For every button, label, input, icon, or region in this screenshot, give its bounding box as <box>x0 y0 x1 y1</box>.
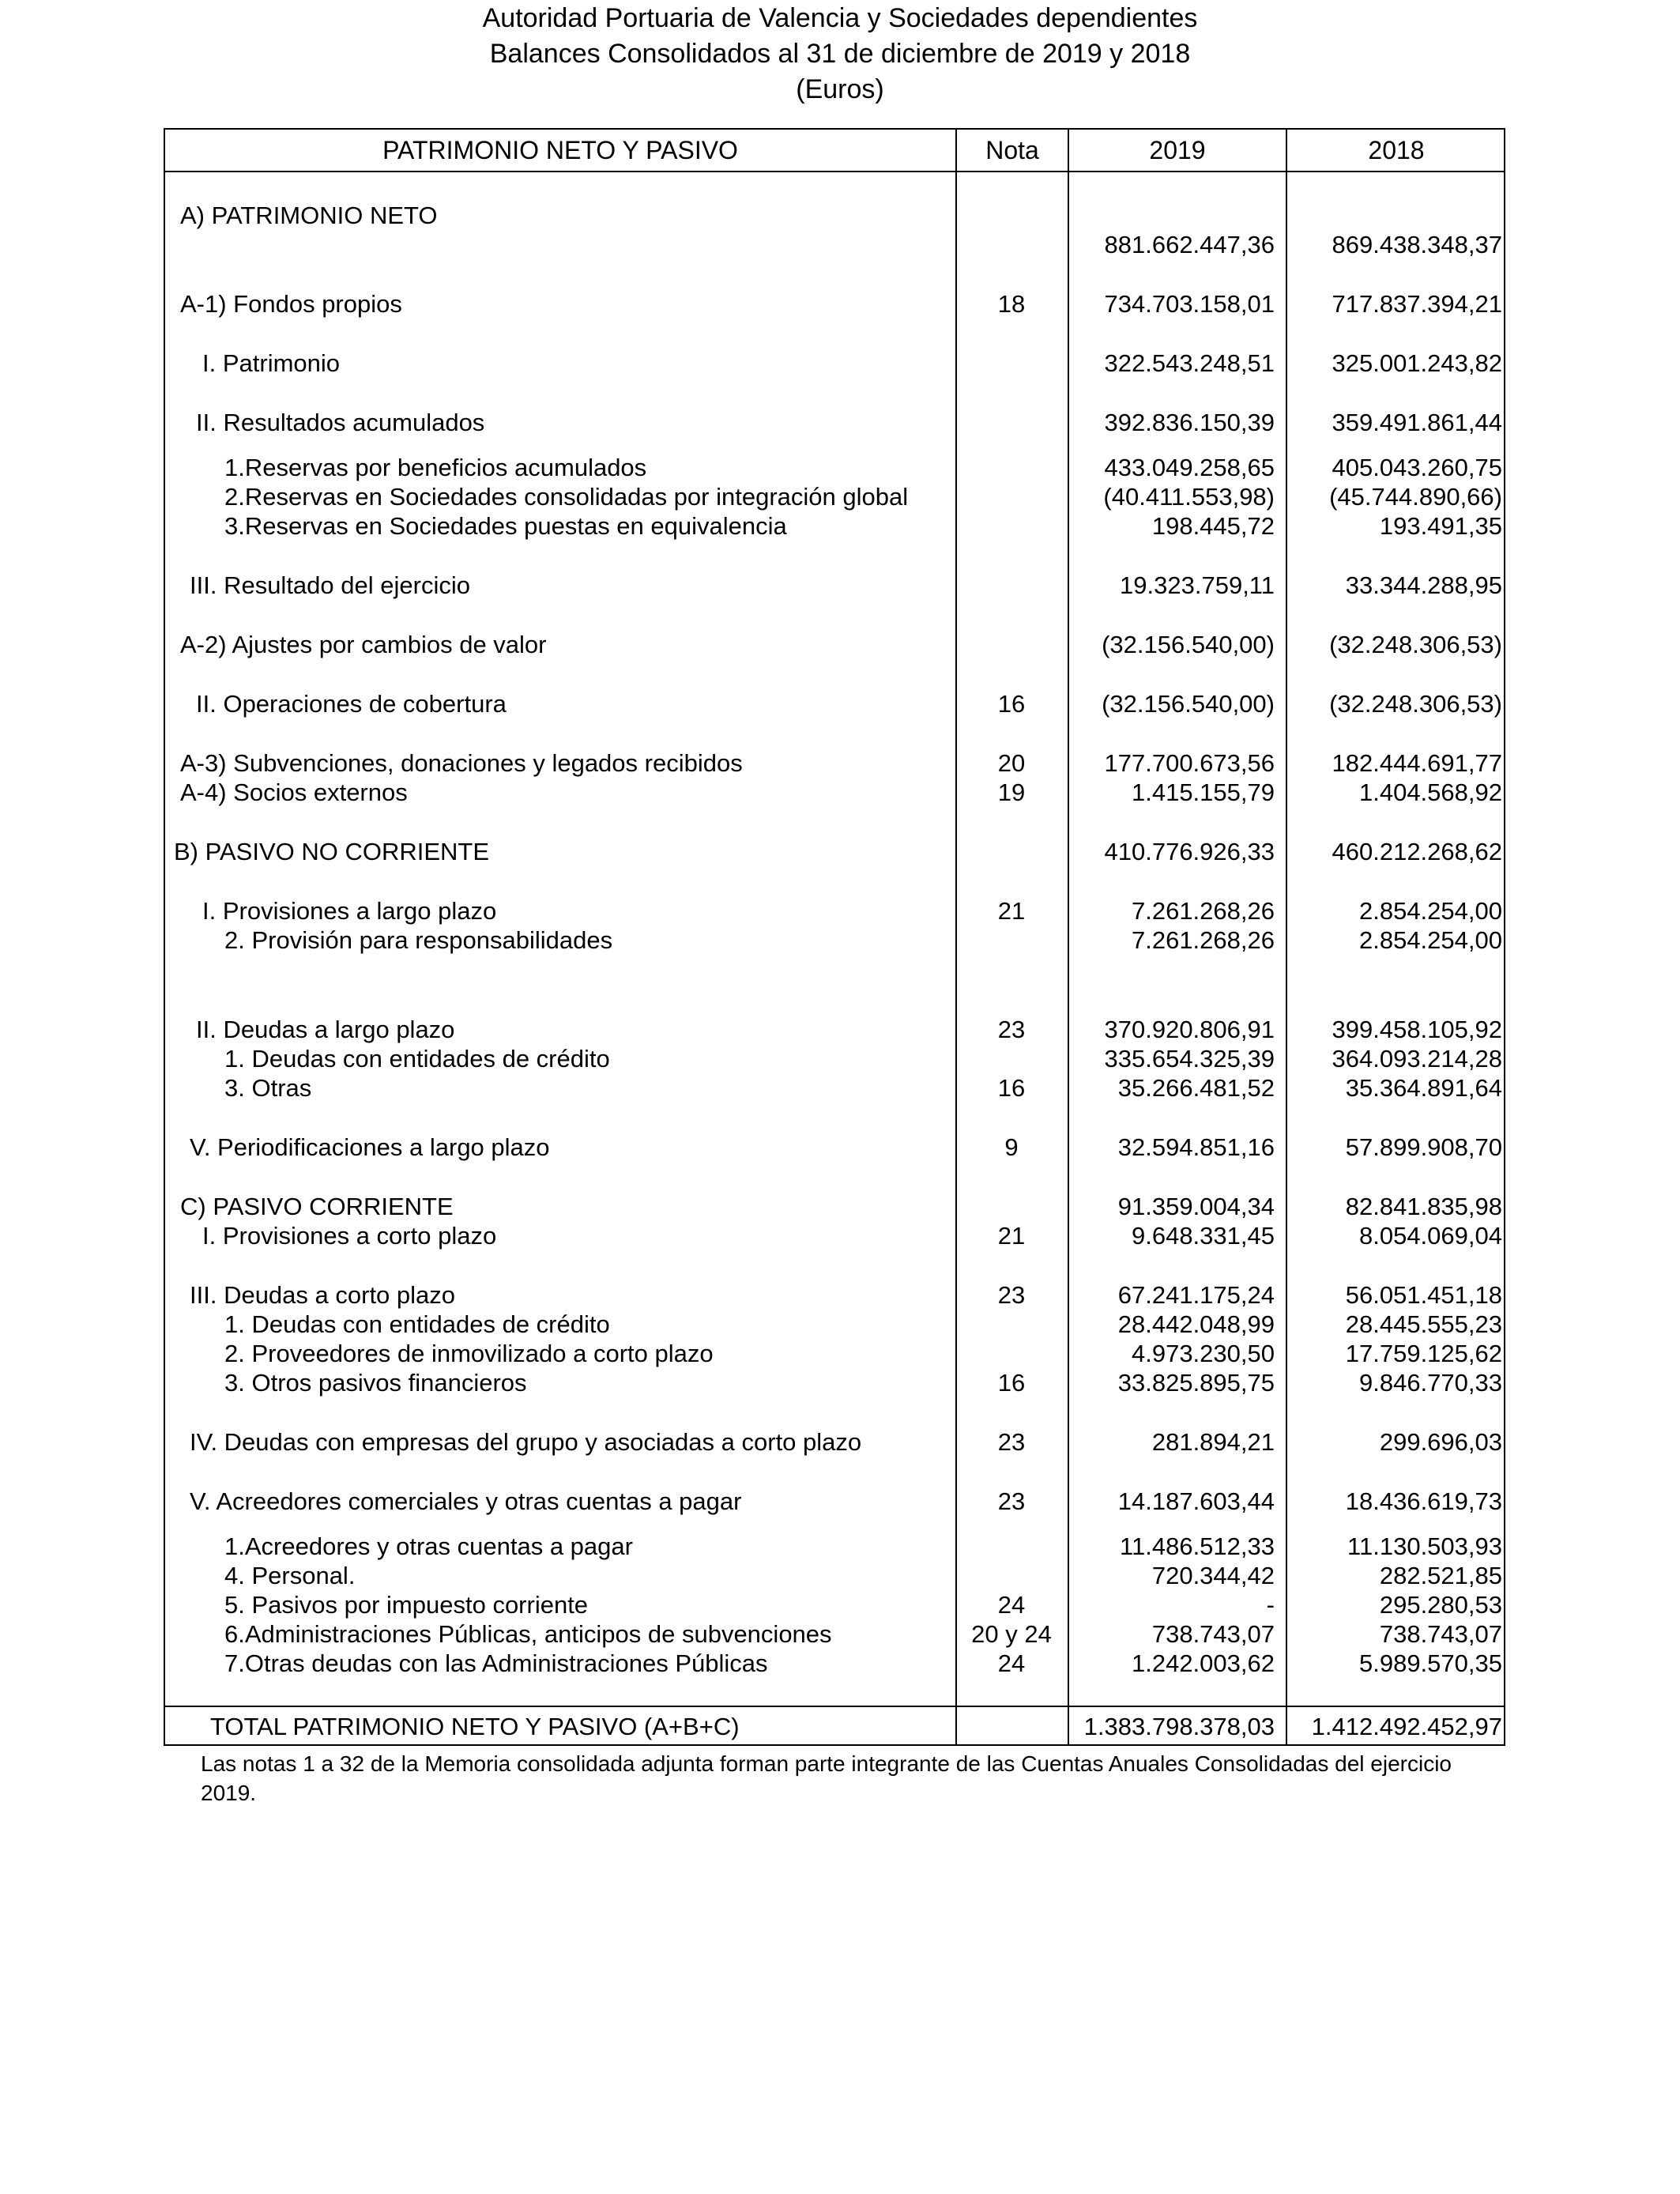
row-value-2018: 5.989.570,35 <box>1358 1649 1502 1677</box>
row-value-2019: 433.049.258,65 <box>1104 454 1275 481</box>
table-row <box>165 453 1504 483</box>
total-value-2018: 1.412.492.452,97 <box>1311 1713 1502 1740</box>
row-value-2019: 35.266.481,52 <box>1117 1074 1275 1102</box>
row-value-2018: 738.743,07 <box>1379 1620 1502 1648</box>
table-row <box>165 1649 1504 1679</box>
row-value-2018: 282.521,85 <box>1379 1562 1502 1589</box>
row-label: II. Resultados acumulados <box>196 409 485 436</box>
row-value-2019: 7.261.268,26 <box>1131 897 1275 925</box>
table-row <box>165 349 1504 379</box>
table-row <box>165 1015 1504 1045</box>
table-row <box>165 630 1504 660</box>
column-header-2019: 2019 <box>1149 136 1206 164</box>
row-label: C) PASIVO CORRIENTE <box>180 1193 454 1220</box>
row-label: 2. Proveedores de inmovilizado a corto plazo <box>224 1340 714 1367</box>
row-value-2018: 405.043.260,75 <box>1332 454 1502 481</box>
row-value-2018: 57.899.908,70 <box>1345 1133 1502 1161</box>
row-value-2019: 67.241.175,24 <box>1117 1281 1275 1309</box>
row-value-2018: 28.445.555,23 <box>1345 1310 1502 1338</box>
row-value-2018: 717.837.394,21 <box>1332 290 1502 318</box>
table-row <box>165 896 1504 926</box>
row-label: IV. Deudas con empresas del grupo y asociadas a corto plazo <box>190 1428 862 1456</box>
row-value-2019: 335.654.325,39 <box>1104 1045 1275 1072</box>
header-title: Autoridad Portuaria de Valencia y Sociedades dependientes <box>482 3 1198 33</box>
table-row <box>165 201 1504 231</box>
table-row <box>165 1590 1504 1620</box>
total-label: TOTAL PATRIMONIO NETO Y PASIVO (A+B+C) <box>210 1713 740 1740</box>
row-nota: 24 <box>997 1591 1026 1619</box>
row-value-2018: 56.051.451,18 <box>1345 1281 1502 1309</box>
row-label: 7.Otras deudas con las Administraciones Públicas <box>224 1649 768 1677</box>
row-nota: 9 <box>1004 1133 1019 1161</box>
column-header-nota: Nota <box>985 136 1039 164</box>
row-label: 2. Provisión para responsabilidades <box>224 926 613 954</box>
row-value-2019: 33.825.895,75 <box>1117 1369 1275 1397</box>
header-divider <box>165 171 1504 172</box>
row-label: I. Provisiones a largo plazo <box>202 897 497 925</box>
row-label: 3.Reservas en Sociedades puestas en equivalencia <box>224 512 787 540</box>
row-label: II. Deudas a largo plazo <box>196 1016 455 1043</box>
row-value-2018: (32.248.306,53) <box>1329 690 1502 718</box>
table-row <box>165 1073 1504 1103</box>
row-label: A-2) Ajustes por cambios de valor <box>180 631 547 658</box>
table-row <box>165 1561 1504 1591</box>
row-nota: 18 <box>997 290 1026 318</box>
row-value-2019: 91.359.004,34 <box>1117 1193 1275 1220</box>
total-divider <box>165 1706 1504 1707</box>
row-value-2019: 281.894,21 <box>1151 1428 1275 1456</box>
column-header-concept: PATRIMONIO NETO Y PASIVO <box>382 136 738 164</box>
row-value-2018: (45.744.890,66) <box>1329 483 1502 511</box>
row-value-2018: 182.444.691,77 <box>1332 749 1502 777</box>
row-value-2019: (40.411.553,98) <box>1103 483 1275 511</box>
row-label: 1. Deudas con entidades de crédito <box>224 1045 610 1072</box>
row-value-2018: 359.491.861,44 <box>1332 409 1502 436</box>
row-value-2019: 19.323.759,11 <box>1120 571 1275 599</box>
row-nota: 21 <box>997 897 1026 925</box>
row-value-2018: 82.841.835,98 <box>1345 1193 1502 1220</box>
row-value-2019: 1.415.155,79 <box>1131 778 1275 806</box>
table-row <box>165 1368 1504 1398</box>
row-label: III. Deudas a corto plazo <box>190 1281 456 1309</box>
table-row <box>165 1221 1504 1251</box>
row-label: 6.Administraciones Públicas, anticipos de subvenciones <box>224 1620 832 1648</box>
row-value-2019: - <box>1266 1591 1275 1619</box>
table-row <box>165 1339 1504 1369</box>
row-value-2019: 198.445,72 <box>1151 512 1275 540</box>
total-value-2019: 1.383.798.378,03 <box>1083 1713 1275 1740</box>
row-value-2019: 720.344,42 <box>1151 1562 1275 1589</box>
row-value-2018: 364.093.214,28 <box>1332 1045 1502 1072</box>
table-row <box>165 1280 1504 1310</box>
row-value-2018: 35.364.891,64 <box>1345 1074 1502 1102</box>
row-value-2019: 14.187.603,44 <box>1117 1487 1275 1515</box>
row-label: 4. Personal. <box>224 1562 356 1589</box>
row-value-2018: 11.130.503,93 <box>1347 1532 1502 1560</box>
row-nota: 20 <box>997 749 1026 777</box>
row-value-2019: 7.261.268,26 <box>1131 926 1275 954</box>
table-row <box>165 1192 1504 1222</box>
row-value-2018: 295.280,53 <box>1379 1591 1502 1619</box>
row-value-2018: 17.759.125,62 <box>1345 1340 1502 1367</box>
row-nota: 16 <box>997 690 1026 718</box>
row-value-2019: 1.242.003,62 <box>1131 1649 1275 1677</box>
row-label: 1.Reservas por beneficios acumulados <box>224 454 647 481</box>
row-nota: 23 <box>997 1281 1026 1309</box>
table-row <box>165 778 1504 808</box>
row-value-2018: 193.491,35 <box>1379 512 1502 540</box>
table-row <box>165 230 1504 260</box>
table-row <box>165 748 1504 778</box>
row-value-2018: 33.344.288,95 <box>1345 571 1502 599</box>
table-row <box>165 925 1504 956</box>
table-row <box>165 1487 1504 1517</box>
total-row <box>165 1712 1504 1742</box>
table-row <box>165 1427 1504 1457</box>
row-label: V. Periodificaciones a largo plazo <box>190 1133 550 1161</box>
row-nota: 21 <box>997 1222 1026 1250</box>
row-nota: 20 y 24 <box>971 1620 1052 1648</box>
row-value-2018: 869.438.348,37 <box>1332 231 1502 258</box>
row-value-2018: (32.248.306,53) <box>1329 631 1502 658</box>
row-nota: 16 <box>997 1369 1026 1397</box>
row-label: 5. Pasivos por impuesto corriente <box>224 1591 589 1619</box>
row-label: I. Provisiones a corto plazo <box>202 1222 497 1250</box>
row-label: V. Acreedores comerciales y otras cuentas a pagar <box>190 1487 742 1515</box>
row-value-2018: 325.001.243,82 <box>1332 349 1502 377</box>
table-row <box>165 837 1504 867</box>
row-value-2018: 2.854.254,00 <box>1358 897 1502 925</box>
row-label: II. Operaciones de cobertura <box>196 690 507 718</box>
row-label: A-3) Subvenciones, donaciones y legados recibidos <box>180 749 743 777</box>
row-value-2019: 392.836.150,39 <box>1104 409 1275 436</box>
row-value-2019: 28.442.048,99 <box>1117 1310 1275 1338</box>
row-value-2019: (32.156.540,00) <box>1102 690 1275 718</box>
row-value-2019: 11.486.512,33 <box>1120 1532 1275 1560</box>
row-value-2019: 738.743,07 <box>1151 1620 1275 1648</box>
table-row <box>165 1133 1504 1163</box>
row-value-2018: 460.212.268,62 <box>1332 838 1502 865</box>
row-value-2019: 9.648.331,45 <box>1131 1222 1275 1250</box>
row-label: A-1) Fondos propios <box>180 290 402 318</box>
table-row <box>165 289 1504 319</box>
table-row <box>165 571 1504 601</box>
row-value-2019: 4.973.230,50 <box>1131 1340 1275 1367</box>
row-value-2018: 399.458.105,92 <box>1332 1016 1502 1043</box>
row-value-2018: 18.436.619,73 <box>1345 1487 1502 1515</box>
row-value-2019: 322.543.248,51 <box>1104 349 1275 377</box>
row-label: A) PATRIMONIO NETO <box>180 202 438 229</box>
table-row <box>165 482 1504 512</box>
balance-table <box>164 128 1505 1746</box>
row-label: B) PASIVO NO CORRIENTE <box>174 838 490 865</box>
column-header-2018: 2018 <box>1368 136 1425 164</box>
row-label: 1. Deudas con entidades de crédito <box>224 1310 610 1338</box>
row-label: 3. Otras <box>224 1074 312 1102</box>
table-row <box>165 408 1504 438</box>
row-nota: 16 <box>997 1074 1026 1102</box>
row-nota: 23 <box>997 1428 1026 1456</box>
row-value-2019: (32.156.540,00) <box>1102 631 1275 658</box>
document-header <box>0 0 1680 107</box>
row-nota: 19 <box>997 778 1026 806</box>
row-label: 1.Acreedores y otras cuentas a pagar <box>224 1532 633 1560</box>
row-value-2019: 734.703.158,01 <box>1104 290 1275 318</box>
row-nota: 23 <box>997 1487 1026 1515</box>
row-value-2019: 32.594.851,16 <box>1117 1133 1275 1161</box>
row-value-2018: 8.054.069,04 <box>1358 1222 1502 1250</box>
row-value-2019: 881.662.447,36 <box>1104 231 1275 258</box>
row-label: III. Resultado del ejercicio <box>190 571 470 599</box>
row-nota: 24 <box>997 1649 1026 1677</box>
row-label: I. Patrimonio <box>202 349 341 377</box>
row-value-2018: 2.854.254,00 <box>1358 926 1502 954</box>
row-value-2018: 9.846.770,33 <box>1358 1369 1502 1397</box>
table-row <box>165 1044 1504 1074</box>
table-row <box>165 1619 1504 1649</box>
footnote: Las notas 1 a 32 de la Memoria consolidada adjunta forman parte integrante de las Cuentas Anuales Consolidadas del ejercicio 2019. <box>201 1751 1452 1805</box>
table-row <box>165 511 1504 541</box>
header-units: (Euros) <box>796 74 884 104</box>
row-label: 3. Otros pasivos financieros <box>224 1369 527 1397</box>
header-subtitle: Balances Consolidados al 31 de diciembre de 2019 y 2018 <box>489 39 1191 69</box>
row-value-2019: 370.920.806,91 <box>1104 1016 1275 1043</box>
table-row <box>165 1310 1504 1340</box>
row-value-2018: 299.696,03 <box>1379 1428 1502 1456</box>
table-row <box>165 1532 1504 1562</box>
row-nota: 23 <box>997 1016 1026 1043</box>
row-value-2019: 177.700.673,56 <box>1104 749 1275 777</box>
row-label: A-4) Socios externos <box>180 778 408 806</box>
row-value-2019: 410.776.926,33 <box>1104 838 1275 865</box>
row-value-2018: 1.404.568,92 <box>1358 778 1502 806</box>
table-row <box>165 689 1504 719</box>
row-label: 2.Reservas en Sociedades consolidadas por integración global <box>224 483 909 511</box>
